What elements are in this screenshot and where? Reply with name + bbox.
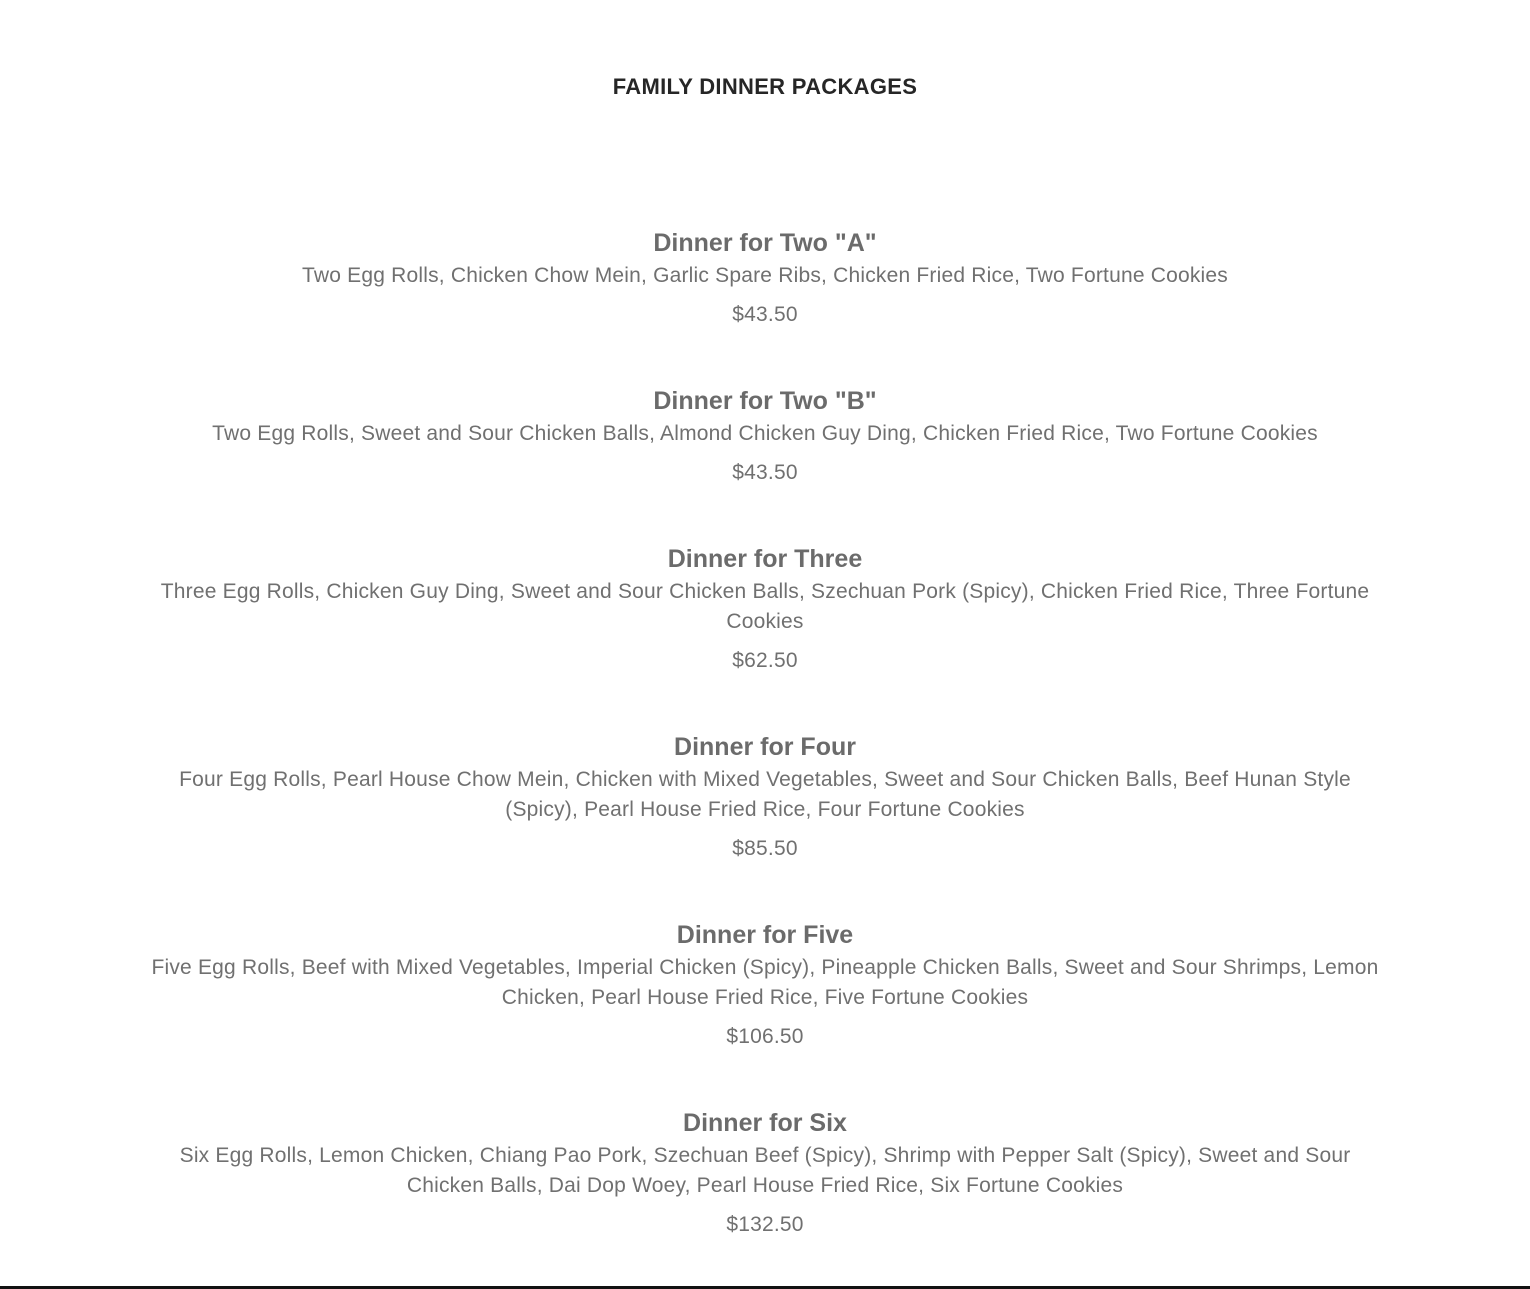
package-item-dinner-for-three bbox=[145, 542, 1385, 676]
package-item-dinner-for-five bbox=[145, 918, 1385, 1052]
package-description: Three Egg Rolls, Chicken Guy Ding, Sweet and Sour Chicken Balls, Szechuan Pork (Spicy), Chicken Fried Rice, Three Fortune Cookies bbox=[160, 580, 1370, 633]
package-name: Dinner for Five bbox=[676, 921, 854, 949]
package-price: $85.50 bbox=[732, 837, 798, 860]
package-price: $62.50 bbox=[732, 649, 798, 672]
package-name: Dinner for Two "A" bbox=[653, 229, 877, 257]
package-price: $132.50 bbox=[726, 1213, 804, 1236]
package-spacer bbox=[0, 676, 1530, 730]
package-description: Five Egg Rolls, Beef with Mixed Vegetables, Imperial Chicken (Spicy), Pineapple Chicken Balls, Sweet and Sour Shrimps, Lemon Chicken, Pearl House Fried Rice, Five Fortune Cookies bbox=[151, 956, 1379, 1009]
section-title: FAMILY DINNER PACKAGES bbox=[612, 74, 918, 99]
package-item-dinner-for-two-a bbox=[145, 226, 1385, 330]
package-description: Six Egg Rolls, Lemon Chicken, Chiang Pao Pork, Szechuan Beef (Spicy), Shrimp with Pepper Salt (Spicy), Sweet and Sour Chicken Balls, Dai Dop Woey, Pearl House Fried Rice, Six Fortune Cookies bbox=[179, 1144, 1351, 1197]
package-item-dinner-for-six bbox=[145, 1106, 1385, 1240]
package-name: Dinner for Two "B" bbox=[653, 387, 877, 415]
package-description: Two Egg Rolls, Chicken Chow Mein, Garlic Spare Ribs, Chicken Fried Rice, Two Fortune Cookies bbox=[301, 264, 1229, 287]
package-item-dinner-for-four bbox=[145, 730, 1385, 864]
package-description: Two Egg Rolls, Sweet and Sour Chicken Balls, Almond Chicken Guy Ding, Chicken Fried Rice, Two Fortune Cookies bbox=[212, 422, 1318, 445]
package-price: $43.50 bbox=[732, 461, 798, 484]
package-spacer bbox=[0, 488, 1530, 542]
package-name: Dinner for Six bbox=[683, 1109, 847, 1137]
package-item-dinner-for-two-b bbox=[145, 384, 1385, 488]
package-price: $43.50 bbox=[732, 303, 798, 326]
package-spacer bbox=[0, 864, 1530, 918]
package-spacer bbox=[0, 1052, 1530, 1106]
package-spacer bbox=[0, 330, 1530, 384]
package-name: Dinner for Four bbox=[674, 733, 856, 761]
package-list bbox=[0, 226, 1530, 1240]
package-price: $106.50 bbox=[726, 1025, 804, 1048]
package-description: Four Egg Rolls, Pearl House Chow Mein, Chicken with Mixed Vegetables, Sweet and Sour Chicken Balls, Beef Hunan Style (Spicy), Pearl House Fried Rice, Four Fortune Cookies bbox=[179, 768, 1351, 821]
package-name: Dinner for Three bbox=[667, 545, 863, 573]
